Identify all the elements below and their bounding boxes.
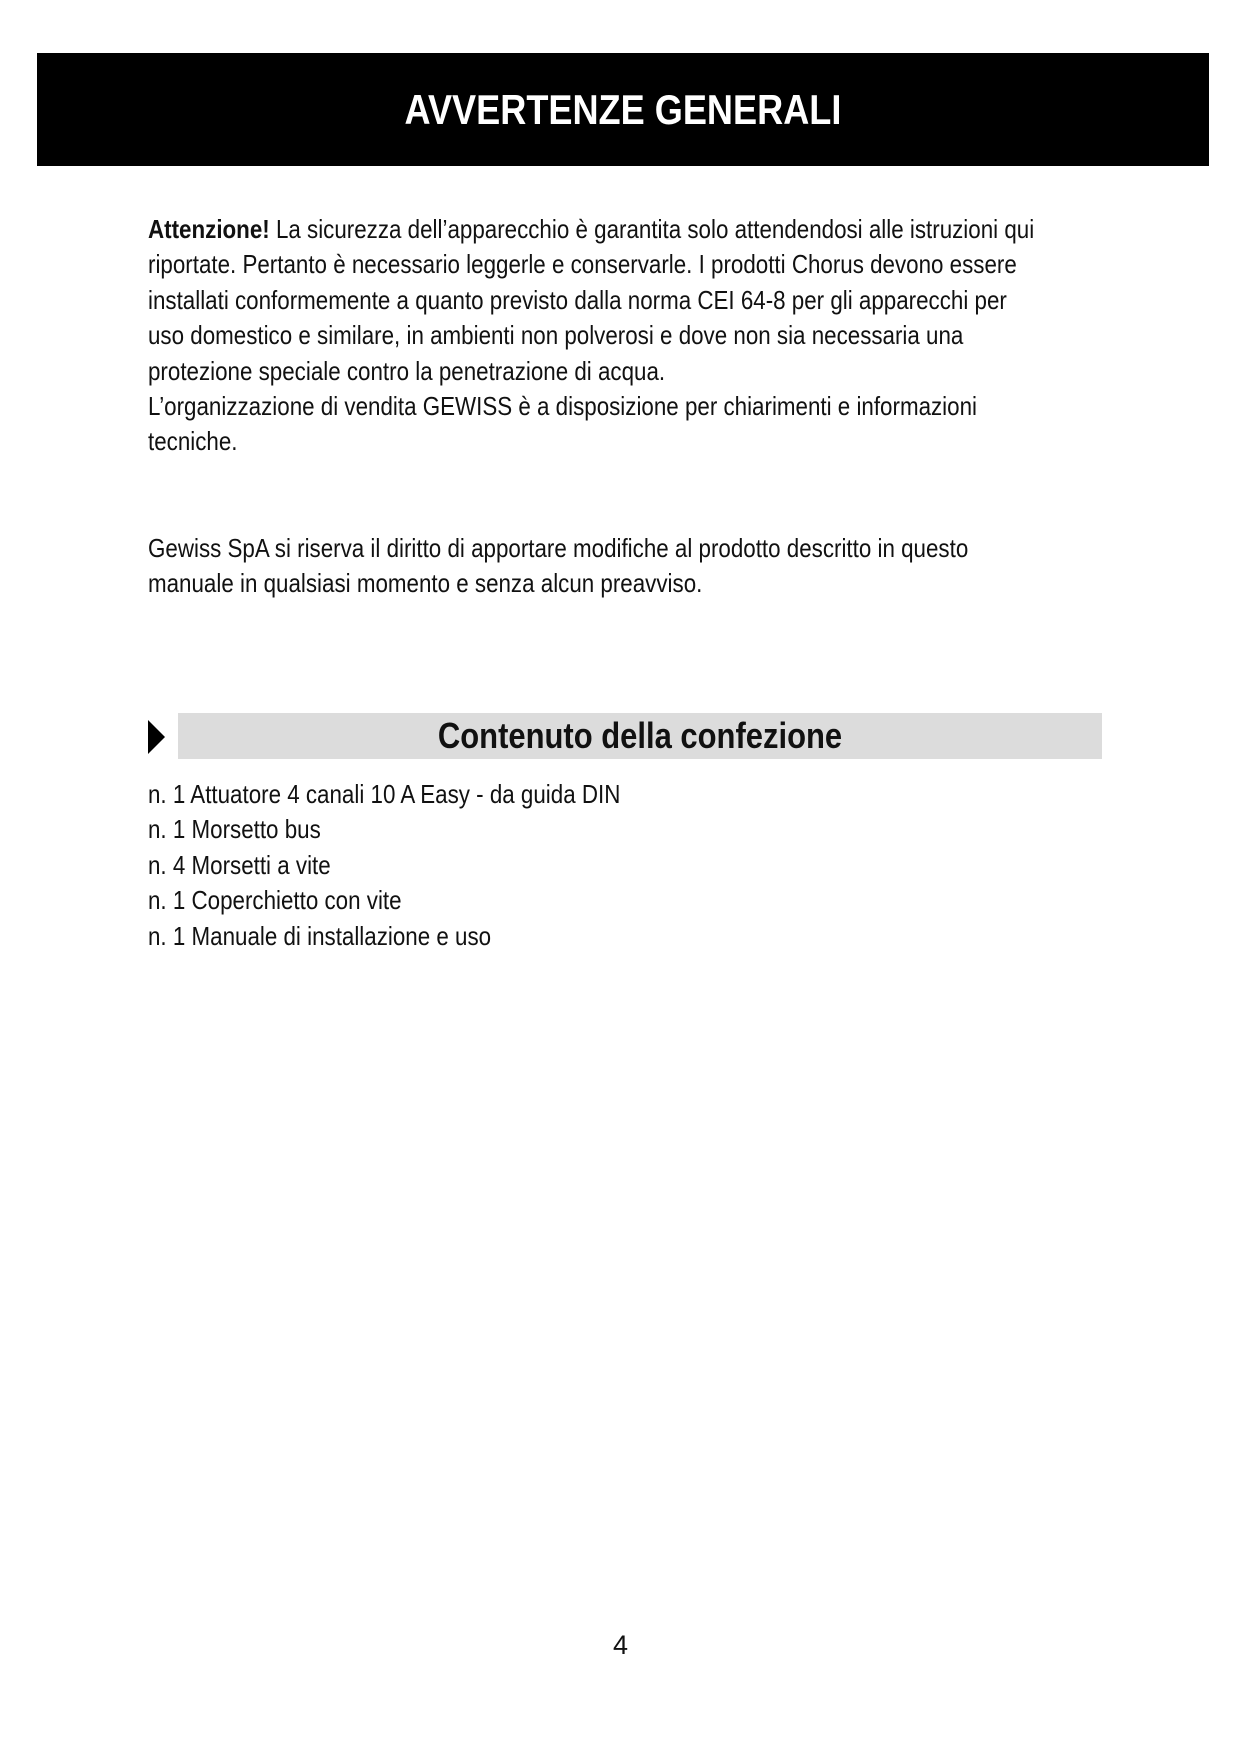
contents-list [148, 777, 922, 954]
list-item: n. 4 Morsetti a vite [148, 849, 331, 880]
list-item: n. 1 Attuatore 4 canali 10 A Easy - da guida DIN [148, 779, 621, 809]
disclaimer-line: manuale in qualsiasi momento e senza alcun preavviso. [148, 568, 703, 599]
section-title-band [178, 713, 1102, 759]
page-number: 4 [612, 1630, 629, 1660]
list-item: n. 1 Manuale di installazione e uso [148, 920, 492, 951]
warning-line: uso domestico e similare, in ambienti non polverosi e dove non sia necessaria una [148, 320, 964, 351]
warning-line: tecniche. [148, 426, 238, 457]
warning-line-text: La sicurezza dell’apparecchio è garantita solo attendendosi alle istruzioni qui [269, 214, 1035, 244]
header-bar [37, 53, 1209, 166]
page-title: AVVERTENZE GENERALI [404, 85, 842, 133]
disclaimer-paragraph [148, 531, 1163, 602]
contents-section-heading [148, 713, 1102, 759]
warning-line: installati conformemente a quanto previsto dalla norma CEI 64-8 per gli apparecchi per [148, 284, 1007, 315]
disclaimer-line: Gewiss SpA si riserva il diritto di apportare modifiche al prodotto descritto in questo [148, 533, 969, 563]
warning-paragraph [148, 212, 1163, 460]
section-title: Contenuto della confezione [437, 715, 843, 756]
list-item: n. 1 Coperchietto con vite [148, 885, 402, 916]
warning-lead: Attenzione! [148, 214, 270, 244]
list-item: n. 1 Morsetto bus [148, 814, 321, 845]
warning-line: L’organizzazione di vendita GEWISS è a disposizione per chiarimenti e informazioni [148, 391, 977, 422]
triangle-right-icon [148, 720, 165, 754]
warning-line: protezione speciale contro la penetrazione di acqua. [148, 355, 666, 386]
warning-line [148, 212, 1163, 247]
warning-line: riportate. Pertanto è necessario leggerle e conservarle. I prodotti Chorus devono essere [148, 249, 1017, 280]
